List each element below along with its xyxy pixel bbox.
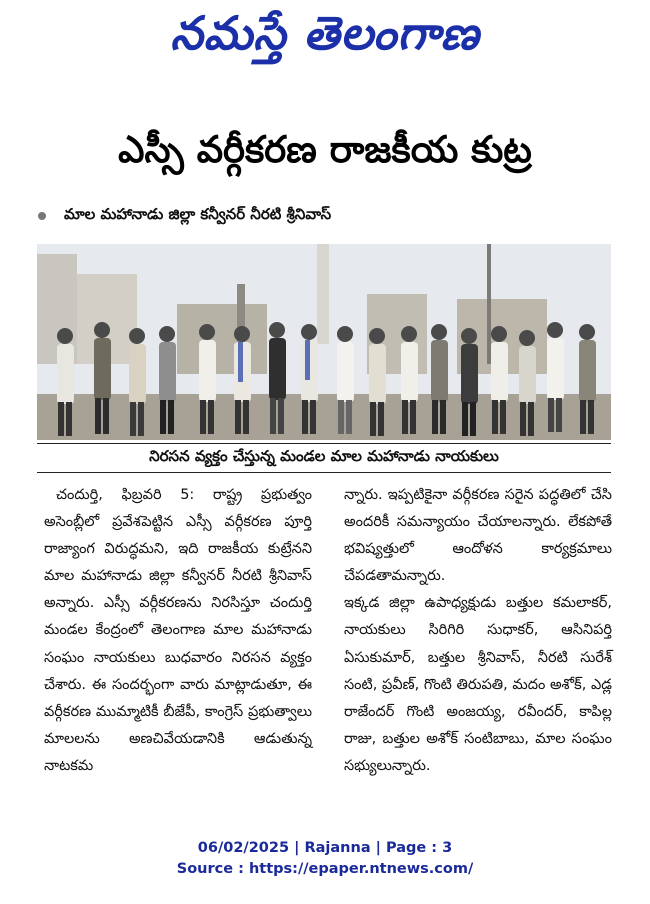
article-subheadline	[38, 204, 618, 228]
subheadline-text: మాల మహానాడు జిల్లా కన్వీనర్ నీరటి శ్రీనివాస్	[64, 205, 332, 223]
masthead	[0, 0, 650, 78]
protest-photo-illustration	[37, 244, 611, 440]
masthead-title: నమస్తే తెలంగాణ	[170, 6, 480, 60]
article-column-right	[344, 482, 612, 780]
footer	[0, 838, 650, 880]
article-column-left	[44, 482, 312, 780]
left-column-text: చందుర్తి, ఫిబ్రవరి 5: రాష్ట్ర ప్రభుత్వం అసెంబ్లీలో ప్రవేశపెట్టిన ఎస్సీ వర్గీకరణ పూర్తి రాజ్యాంగ విరుద్ధమని, ఇది రాజకీయ కుట్రేనని మాల మహానాడు జిల్లా కన్వీనర్ నీరటి శ్రీనివాస్ అన్నారు. ఎస్సీ వర్గీకరణను నిరసిస్తూ చందుర్తి మండల కేంద్రంలో తెలంగాణ మాల మహానాడు సంఘం నాయకులు బుధవారం నిరసన వ్యక్తం చేశారు. ఈ సందర్భంగా వారు మాట్లాడుతూ, ఈ వర్గీకరణ ముమ్మాటికీ బీజేపీ, కాంగ్రెస్ ప్రభుత్వాలు మాలలను అణచివేయడానికి ఆడుతున్న నాటకమ	[44, 487, 312, 774]
article-headline: ఎస్సీ వర్గీకరణ రాజకీయ కుట్ర	[118, 128, 532, 171]
footer-source-line: Source : https://epaper.ntnews.com/	[176, 861, 474, 877]
bullet-icon	[38, 212, 46, 220]
footer-date-line: 06/02/2025 | Rajanna | Page : 3	[197, 840, 453, 856]
right-column-paragraph-2: ఇక్కడ జిల్లా ఉపాధ్యక్షుడు బత్తుల కమలాకర్, నాయకులు సిరిగిరి సుధాకర్, ఆసినిపర్తి ఏసుకుమార్, బత్తుల శ్రీనివాస్, నీరటి సురేశ్ సంటి, ప్రవీణ్, గొంటి తిరుపతి, మదం అశోక్, ఎడ్ల రాజేందర్ గొంటి అంజయ్య, రవీందర్, కాపిల్ల రాజు, బత్తుల అశోక్ సంటిబాబు, మాల సంఘం సభ్యులున్నారు.	[344, 595, 612, 774]
photo-caption: నిరసన వ్యక్తం చేస్తున్న మండల మాల మహానాడు నాయకులు	[37, 443, 611, 473]
right-column-paragraph-1: న్నారు. ఇప్పటికైనా వర్గీకరణ సరైన పద్ధతిలో చేసి అందరికీ సమన్యాయం చేయాలన్నారు. లేకపోతే భవిష్యత్తులో ఆందోళన కార్యక్రమాలు చేపడతామన్నారు.	[344, 487, 612, 585]
article-photo	[37, 244, 611, 440]
